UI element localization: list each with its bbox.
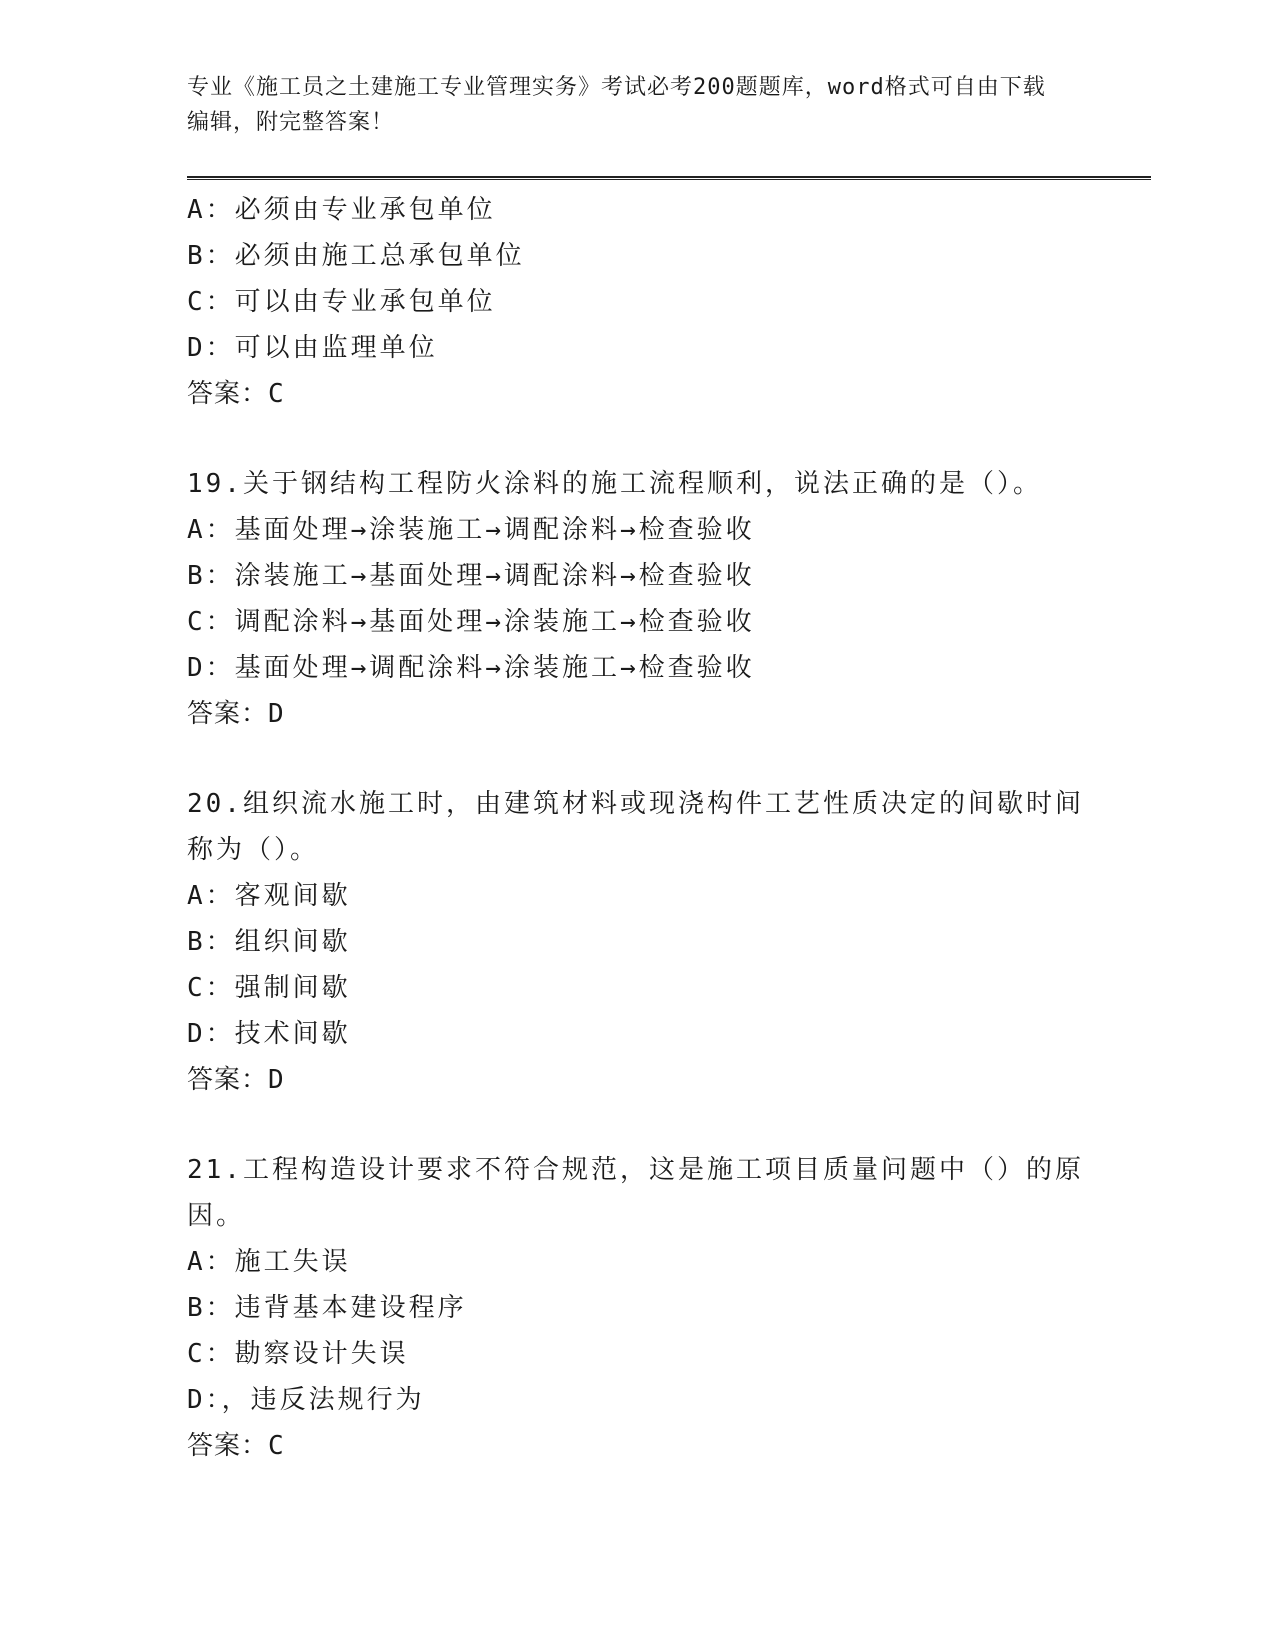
document-body	[187, 187, 1087, 1469]
answer-value: D	[268, 699, 285, 729]
answer	[187, 371, 1087, 417]
option-c: C：调配涂料→基面处理→涂装施工→检查验收	[187, 607, 755, 637]
option-d: D：可以由监理单位	[187, 333, 438, 363]
answer-value: C	[268, 1431, 285, 1461]
question-text: 19.关于钢结构工程防火涂料的施工流程顺利，说法正确的是（）。	[187, 469, 1042, 499]
question-text: 20.组织流水施工时，由建筑材料或现浇构件工艺性质决定的间歇时间 称为（）。	[187, 789, 1084, 865]
option-d: D：基面处理→调配涂料→涂装施工→检查验收	[187, 653, 755, 683]
option-b: B：涂装施工→基面处理→调配涂料→检查验收	[187, 561, 755, 591]
option-a: A：客观间歇	[187, 881, 351, 911]
option-c: C：勘察设计失误	[187, 1339, 409, 1369]
option-b: B：组织间歇	[187, 927, 351, 957]
document-header: 专业《施工员之土建施工专业管理实务》考试必考200题题库，word格式可自由下载编辑，附完整答案！	[187, 75, 1046, 135]
answer	[187, 1423, 1087, 1469]
option-a: A：施工失误	[187, 1247, 351, 1277]
answer	[187, 691, 1087, 737]
answer-label: 答案：	[187, 1431, 269, 1461]
question-block-21	[187, 1147, 1087, 1469]
option-a: A：必须由专业承包单位	[187, 195, 496, 225]
question-block-prev	[187, 187, 1087, 417]
option-a: A：基面处理→涂装施工→调配涂料→检查验收	[187, 515, 755, 545]
question-text: 21.工程构造设计要求不符合规范，这是施工项目质量问题中（）的原 因。	[187, 1155, 1084, 1231]
option-d: D：技术间歇	[187, 1019, 351, 1049]
answer-value: C	[268, 379, 285, 409]
option-d: D：，违反法规行为	[187, 1385, 425, 1415]
answer-label: 答案：	[187, 379, 269, 409]
answer-value: D	[268, 1065, 285, 1095]
header-divider	[187, 176, 1151, 180]
option-b: B：违背基本建设程序	[187, 1293, 467, 1323]
question-block-20	[187, 781, 1087, 1103]
option-c: C：强制间歇	[187, 973, 351, 1003]
question-block-19	[187, 461, 1087, 737]
answer	[187, 1057, 1087, 1103]
answer-label: 答案：	[187, 699, 269, 729]
option-c: C：可以由专业承包单位	[187, 287, 496, 317]
option-b: B：必须由施工总承包单位	[187, 241, 525, 271]
answer-label: 答案：	[187, 1065, 269, 1095]
